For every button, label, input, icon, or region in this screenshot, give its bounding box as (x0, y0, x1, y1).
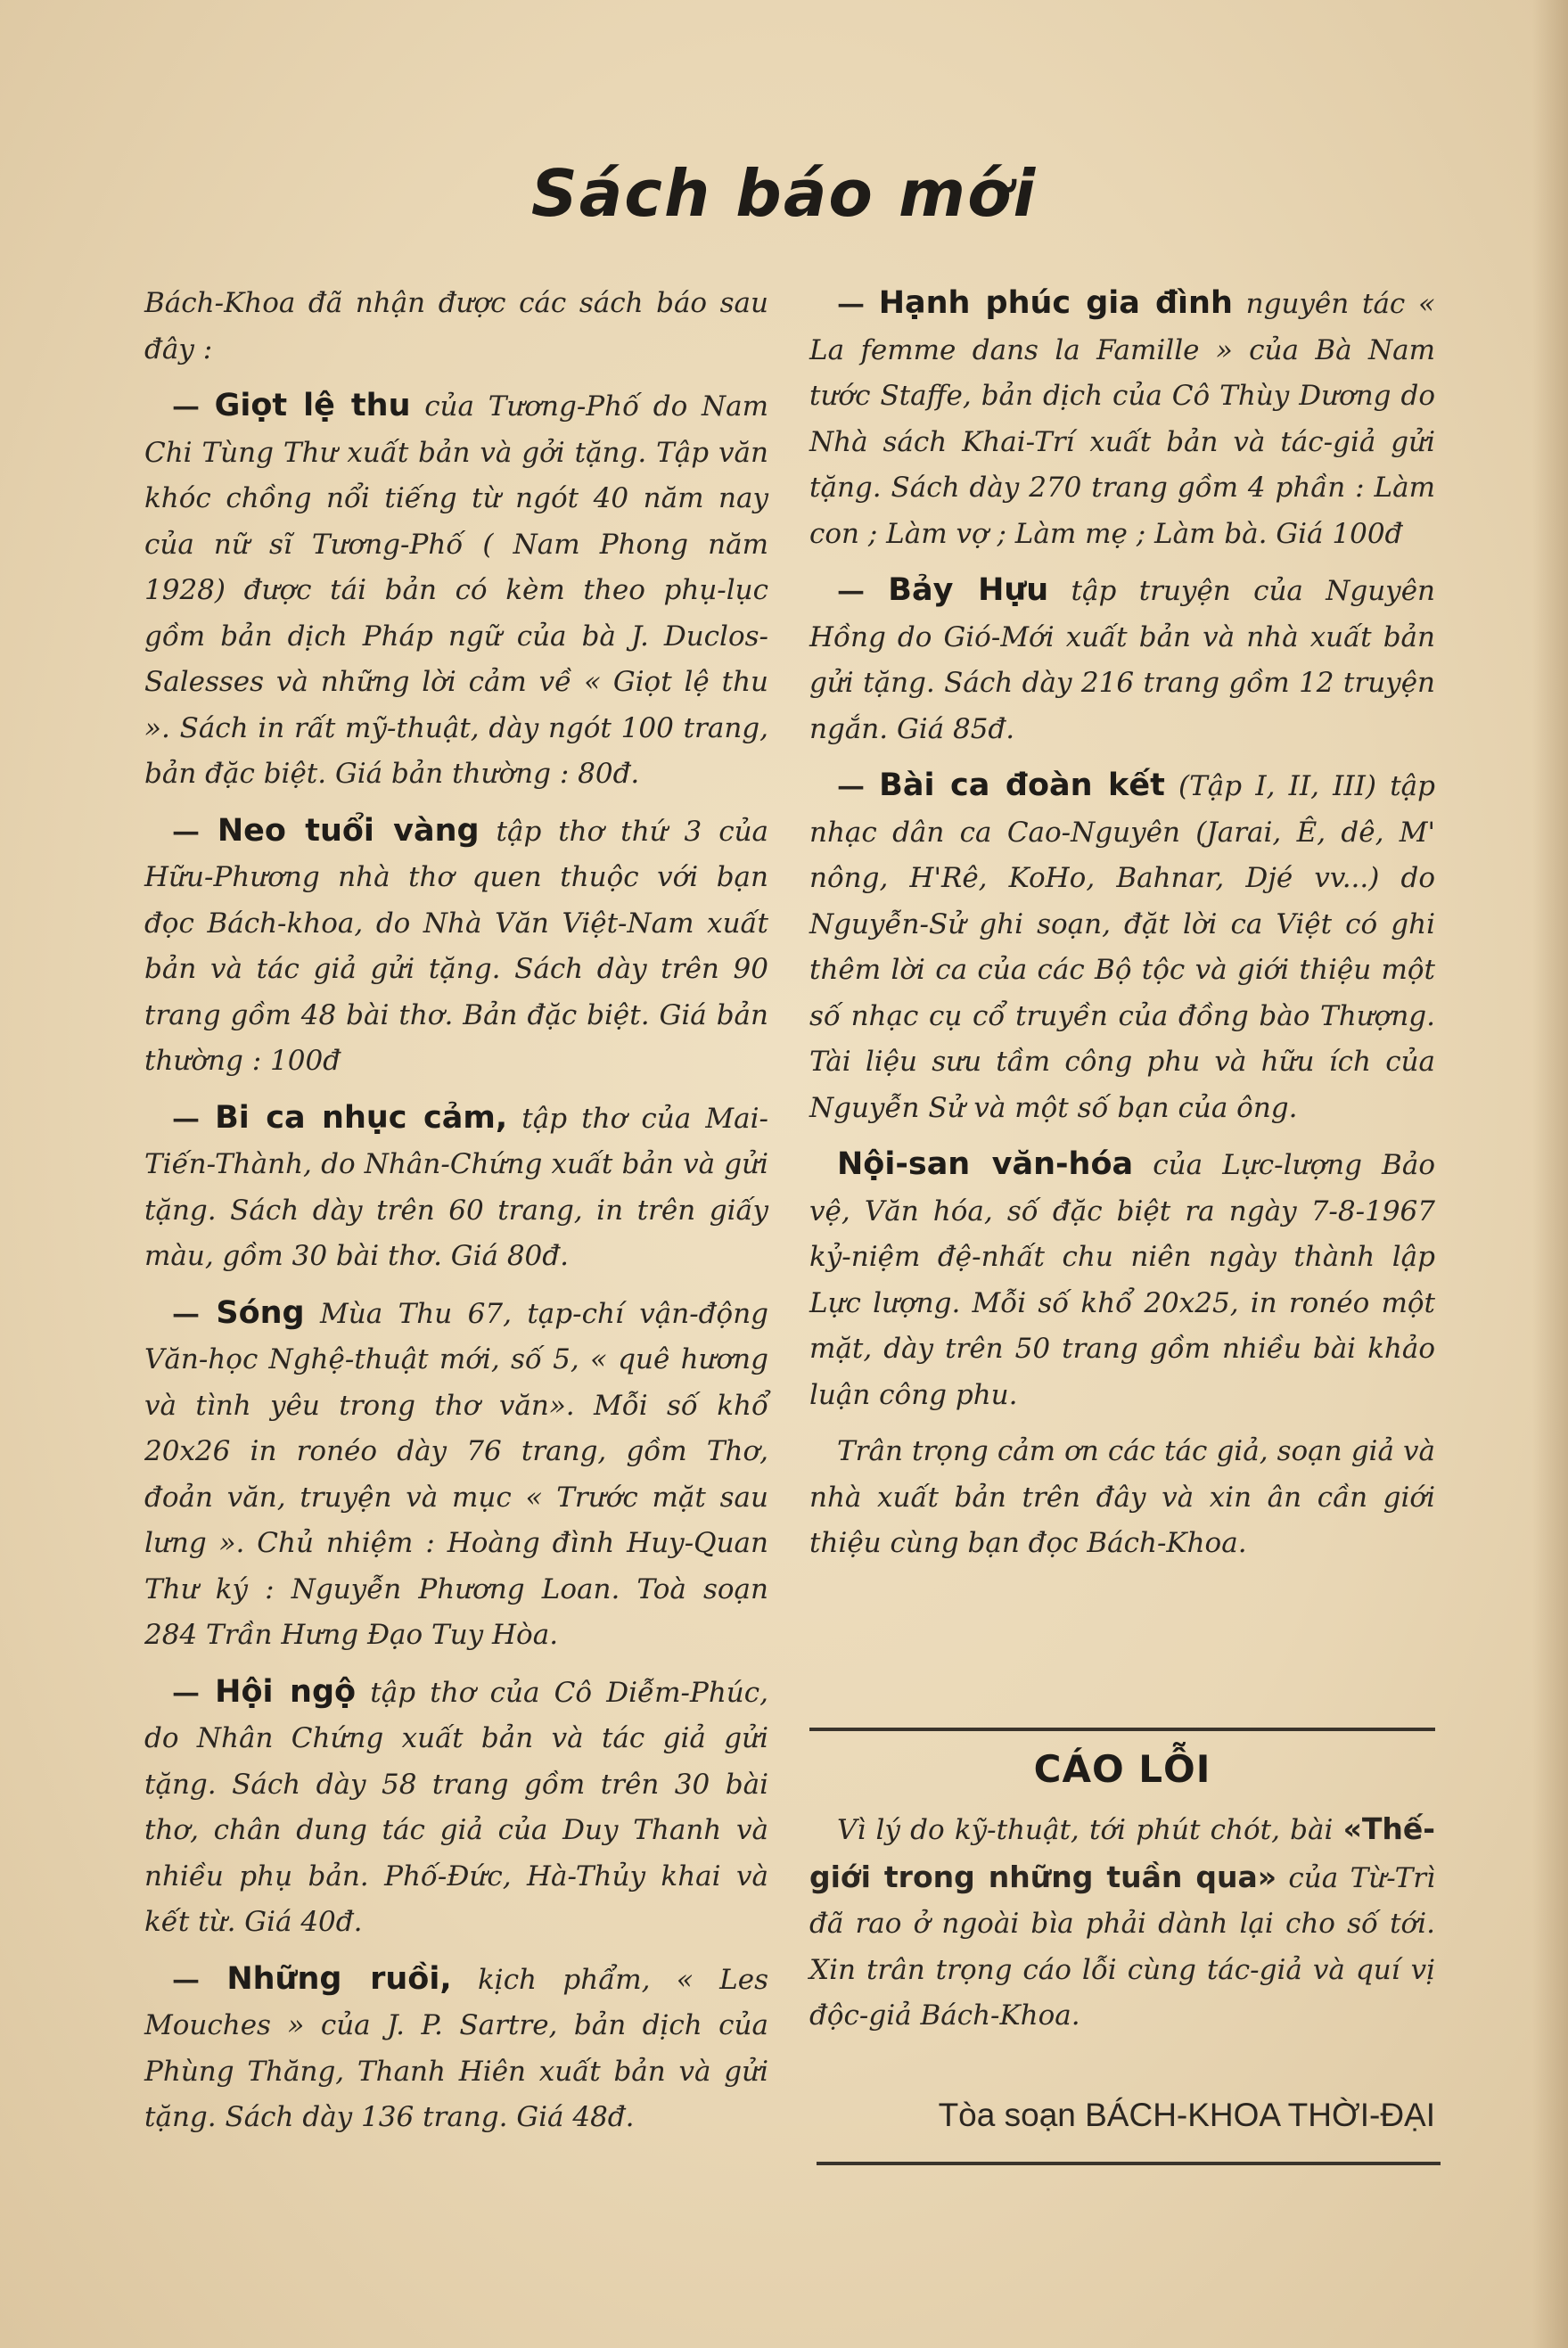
entry-title: Hội ngộ (215, 1673, 357, 1710)
entry-dash: — (837, 770, 880, 802)
entry-title: Giọt lệ thu (214, 388, 411, 423)
entry-title: Sóng (216, 1294, 305, 1331)
entry-giot-le-thu (144, 383, 768, 798)
thanks-paragraph (809, 1429, 1435, 1567)
entry-neo-tuoi-vang (144, 809, 768, 1085)
page-title: Sách báo mới (530, 156, 1038, 231)
entry-dash: — (172, 1297, 217, 1330)
notice-text-after: của Từ-Trì đã rao ở ngoài bìa phải dành lại cho số tới. Xin trân trọng cáo lỗi cùng tác-giả và quí vị độc-giả Bách-Khoa. (809, 1861, 1435, 2032)
entry-text: của Lực-lượng Bảo vệ, Văn hóa, số đặc biệt ra ngày 7-8-1967 kỷ-niệm đệ-nhất chu niên ngày thành lập Lực lượng. Mỗi số khổ 20x25, in ronéo một mặt, dày trên 50 trang gồm nhiều bài khảo luận công phu. (809, 1149, 1435, 1411)
entry-text: tập truyện của Nguyên Hồng do Gió-Mới xuất bản và nhà xuất bản gửi tặng. Sách dày 216 trang gồm 12 truyện ngắn. Giá 85đ. (809, 575, 1436, 745)
entry-title: Neo tuổi vàng (217, 812, 480, 849)
entry-dash: — (837, 288, 879, 320)
entry-nhung-ruoi (144, 1957, 768, 2141)
entry-dash: — (172, 1676, 216, 1709)
entry-dash: — (172, 815, 218, 848)
left-column (144, 281, 768, 2152)
entry-dash: — (172, 1963, 227, 1996)
entry-dash: — (172, 390, 215, 423)
entry-title: Những ruồi, (226, 1960, 452, 1997)
notice-top-rule (809, 1728, 1435, 1731)
entry-bi-ca-nhuc-cam (144, 1096, 768, 1280)
notice-title: CÁO LỖI (1033, 1747, 1211, 1791)
notice-body (809, 1806, 1435, 2040)
entry-title: Bảy Hựu (888, 572, 1049, 608)
entry-text: Mùa Thu 67, tạp-chí vận-động Văn-học Nghệ-thuật mới, số 5, « quê hương và tình yêu trong thơ văn». Mỗi số khổ 20x26 in ronéo dày 76 trang, gồm Thơ, đoản văn, truyện và mục « Trước mặt sau lưng ». Chủ nhiệm : Hoàng đình Huy-Quan Thư ký : Nguyễn Phương Loan. Toà soạn 284 Trần Hưng Đạo Tuy Hòa. (144, 1297, 768, 1651)
right-column (809, 281, 1435, 1578)
notice-signature: Tòa soạn BÁCH-KHOA THỜI-ĐẠI (938, 2097, 1435, 2133)
entry-text: tập thơ của Mai-Tiến-Thành, do Nhân-Chứng xuất bản và gửi tặng. Sách dày trên 60 trang, in trên giấy màu, gồm 30 bài thơ. Giá 80đ. (144, 1102, 768, 1272)
entry-bai-ca-doan-ket (809, 763, 1435, 1131)
entry-title: Bi ca nhục cảm, (215, 1099, 508, 1136)
intro-text: Bách-Khoa đã nhận được các sách báo sau đây : (144, 287, 768, 365)
entry-text: (Tập I, II, III) tập nhạc dân ca Cao-Nguyên (Jarai, Ê, dê, M' nông, H'Rê, KoHo, Bahnar, Djé vv...) do Nguyễn-Sử ghi soạn, đặt lời ca Việt có ghi thêm lời ca của các Bộ tộc và giới thiệu một số nhạc cụ cổ truyền của đồng bào Thượng. Tài liệu sưu tầm công phu và hữu ích của Nguyễn Sử và một số bạn của ông. (809, 770, 1436, 1124)
entry-text: của Tương-Phố do Nam Chi Tùng Thư xuất bản và gởi tặng. Tập văn khóc chồng nổi tiếng từ ngót 40 năm nay của nữ sĩ Tương-Phố ( Nam Phong năm 1928) được tái bản có kèm theo phụ-lục gồm bản dịch Pháp ngữ của bà J. Duclos-Salesses và những lời cảm về « Giọt lệ thu ». Sách in rất mỹ-thuật, dày ngót 100 trang, bản đặc biệt. Giá bản thường : 80đ. (144, 390, 768, 790)
page-edge-shadow (1532, 0, 1568, 2348)
entry-dash: — (172, 1102, 216, 1135)
entry-song (144, 1291, 768, 1659)
entry-text: tập thơ của Cô Diễm-Phúc, do Nhân Chứng xuất bản và tác giả gửi tặng. Sách dày 58 trang gồm trên 30 bài thơ, chân dung tác giả của Duy Thanh và nhiều phụ bản. Phố-Đức, Hà-Thủy khai và kết từ. Giá 40đ. (144, 1676, 768, 1938)
entry-text: kịch phẩm, « Les Mouches » của J. P. Sartre, bản dịch của Phùng Thăng, Thanh Hiên xuất bản và gửi tặng. Sách dày 136 trang. Giá 48đ. (144, 1963, 768, 2133)
entry-title: Hạnh phúc gia đình (878, 285, 1233, 321)
entry-hanh-phuc-gia-dinh (809, 281, 1435, 557)
entry-text: tập thơ thứ 3 của Hữu-Phương nhà thơ quen thuộc với bạn đọc Bách-khoa, do Nhà Văn Việt-Nam xuất bản và tác giả gửi tặng. Sách dày trên 90 trang gồm 48 bài thơ. Bản đặc biệt. Giá bản thường : 100đ (144, 815, 769, 1077)
entry-bay-huu (809, 568, 1435, 752)
entry-text: nguyên tác « La femme dans la Famille » của Bà Nam tước Staffe, bản dịch của Cô Thùy Dương do Nhà sách Khai-Trí xuất bản và tác-giả gửi tặng. Sách dày 270 trang gồm 4 phần : Làm con ; Làm vợ ; Làm mẹ ; Làm bà. Giá 100đ (809, 288, 1436, 550)
entry-hoi-ngo (144, 1670, 768, 1946)
entry-title: Bài ca đoàn kết (879, 768, 1165, 803)
entry-noi-san-van-hoa (809, 1142, 1435, 1418)
thanks-text: Trân trọng cảm ơn các tác giả, soạn giả và nhà xuất bản trên đây và xin ân cần giới thiệu cùng bạn đọc Bách-Khoa. (809, 1435, 1435, 1559)
entry-dash: — (837, 575, 889, 607)
notice-bottom-rule (817, 2162, 1441, 2165)
notice-text-before: Vì lý do kỹ-thuật, tới phút chót, bài (837, 1814, 1343, 1846)
notice-article-title: «Thế-giới trong những tuần qua» (809, 1811, 1435, 1894)
entry-title: Nội-san văn-hóa (837, 1146, 1134, 1182)
